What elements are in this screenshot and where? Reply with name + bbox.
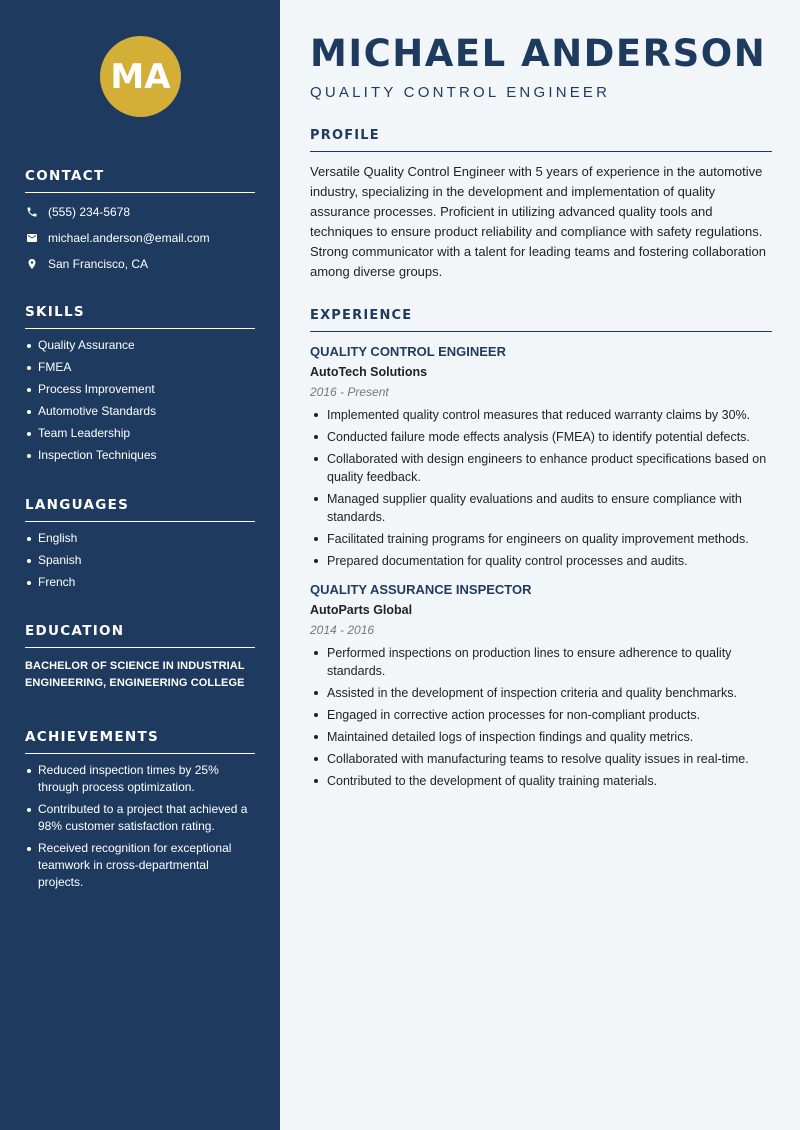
language-item: Spanish	[25, 552, 255, 569]
education-degree: BACHELOR OF SCIENCE IN INDUSTRIAL ENGINEERING, ENGINEERING COLLEGE	[25, 660, 245, 689]
candidate-name: MICHAEL ANDERSON	[310, 32, 767, 75]
education-section	[25, 623, 255, 692]
skills-section	[25, 304, 255, 469]
languages-section	[25, 497, 255, 596]
job-bullet: Contributed to the development of quality training materials.	[310, 772, 772, 790]
job-bullets	[310, 644, 772, 790]
language-item: French	[25, 574, 255, 591]
language-item: English	[25, 530, 255, 547]
achievements-list	[25, 762, 255, 891]
achievement-item: Received recognition for exceptional teamwork in cross-departmental projects.	[25, 840, 255, 891]
job-bullet: Maintained detailed logs of inspection findings and quality metrics.	[310, 728, 772, 746]
skill-item: Team Leadership	[25, 425, 255, 442]
job-title: QUALITY CONTROL ENGINEER	[310, 344, 506, 359]
job-bullet: Conducted failure mode effects analysis (FMEA) to identify potential defects.	[310, 428, 772, 446]
contact-title: CONTACT	[25, 168, 255, 193]
achievements-title: ACHIEVEMENTS	[25, 729, 255, 754]
job-dates: 2014 - 2016	[310, 623, 375, 637]
contact-section	[25, 168, 255, 273]
job-entry	[310, 344, 772, 570]
achievement-item: Reduced inspection times by 25% through process optimization.	[25, 762, 255, 796]
languages-title: LANGUAGES	[25, 497, 255, 522]
contact-location-row	[25, 255, 255, 273]
avatar-initials: MA	[110, 56, 171, 97]
contact-phone[interactable]: (555) 234-5678	[48, 205, 131, 219]
achievement-item: Contributed to a project that achieved a 98% customer satisfaction rating.	[25, 801, 255, 835]
job-bullet: Engaged in corrective action processes for non-compliant products.	[310, 706, 772, 724]
contact-email[interactable]: michael.anderson@email.com	[48, 231, 210, 245]
skills-title: SKILLS	[25, 304, 255, 329]
education-title: EDUCATION	[25, 623, 255, 648]
phone-icon	[25, 205, 39, 219]
languages-list	[25, 530, 255, 591]
job-bullets	[310, 406, 772, 570]
experience-section	[310, 308, 772, 794]
job-bullet: Prepared documentation for quality control processes and audits.	[310, 552, 772, 570]
contact-email-row	[25, 229, 255, 247]
experience-title: EXPERIENCE	[310, 308, 772, 332]
job-entry	[310, 582, 772, 790]
skill-item: FMEA	[25, 359, 255, 376]
skills-list	[25, 337, 255, 464]
achievements-section	[25, 729, 255, 896]
job-dates: 2016 - Present	[310, 385, 389, 399]
job-bullet: Facilitated training programs for engineers on quality improvement methods.	[310, 530, 772, 548]
profile-title: PROFILE	[310, 128, 772, 152]
avatar	[100, 36, 181, 117]
profile-section	[310, 128, 772, 282]
skill-item: Process Improvement	[25, 381, 255, 398]
skill-item: Quality Assurance	[25, 337, 255, 354]
job-bullet: Implemented quality control measures that reduced warranty claims by 30%.	[310, 406, 772, 424]
skill-item: Automotive Standards	[25, 403, 255, 420]
profile-text: Versatile Quality Control Engineer with 5 years of experience in the automotive industry, specializing in the development and implementation of quality assurance processes. Proficient in utilizing advanced quality tools and techniques to ensure product reliability and compliance with safety regulations. Strong communicator with a talent for leading teams and fostering collaboration among diverse groups.	[310, 164, 766, 279]
mail-icon	[25, 231, 39, 245]
map-pin-icon	[25, 257, 39, 271]
contact-phone-row	[25, 203, 255, 221]
sidebar	[0, 0, 280, 1130]
skill-item: Inspection Techniques	[25, 447, 255, 464]
job-bullet: Managed supplier quality evaluations and audits to ensure compliance with standards.	[310, 490, 772, 526]
job-bullet: Performed inspections on production lines to ensure adherence to quality standards.	[310, 644, 772, 680]
job-bullet: Collaborated with design engineers to enhance product specifications based on quality feedback.	[310, 450, 772, 486]
job-bullet: Assisted in the development of inspection criteria and quality benchmarks.	[310, 684, 772, 702]
job-title: QUALITY ASSURANCE INSPECTOR	[310, 582, 532, 597]
contact-location: San Francisco, CA	[48, 257, 149, 271]
job-company: AutoParts Global	[310, 603, 413, 617]
job-bullet: Collaborated with manufacturing teams to resolve quality issues in real-time.	[310, 750, 772, 768]
candidate-role: QUALITY CONTROL ENGINEER	[310, 84, 611, 101]
job-company: AutoTech Solutions	[310, 365, 428, 379]
